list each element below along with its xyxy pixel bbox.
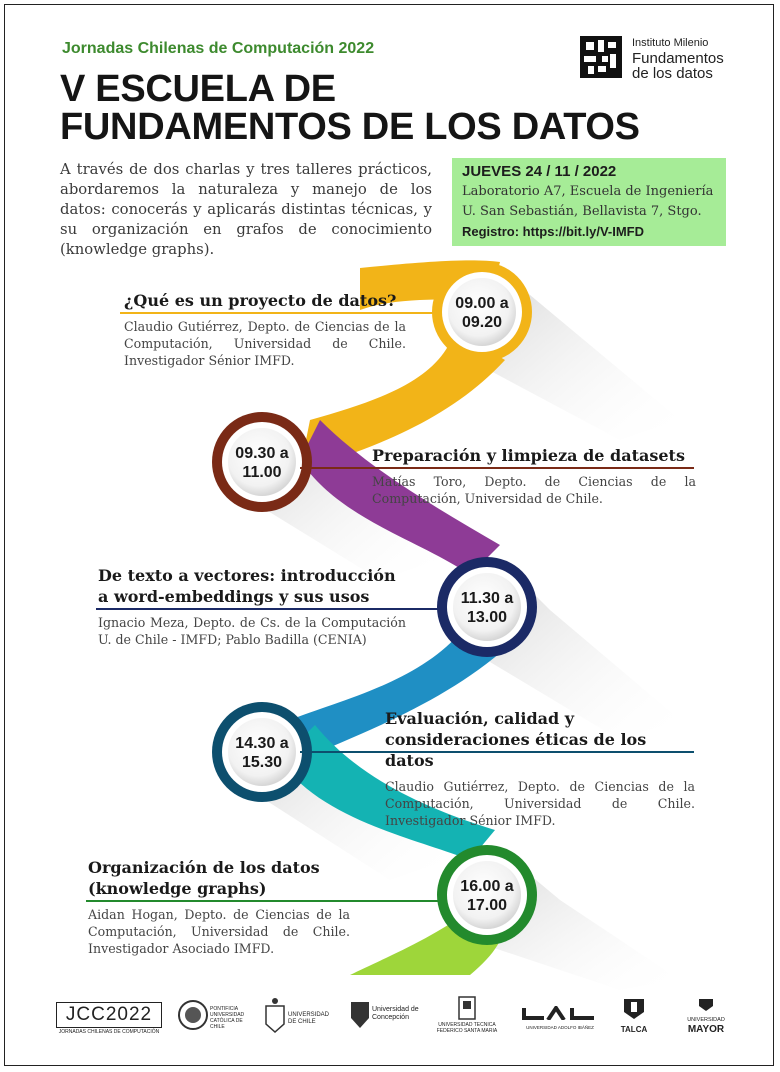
event-date: JUEVES 24 / 11 / 2022 [462, 163, 617, 180]
session-2-speaker: Matías Toro, Depto. de Ciencias de la Computación, Universidad de Chile. [372, 474, 696, 506]
time-4-start: 14.30 a [235, 735, 289, 752]
event-place-line-2: U. San Sebastián, Bellavista 7, Stgo. [462, 204, 702, 219]
session-1-speaker: Claudio Gutiérrez, Depto. de Ciencias de la Computación, Universidad de Chile. Investigador Sénior IMFD. [124, 319, 406, 368]
session-4 [385, 708, 695, 829]
session-5-title-2: (knowledge graphs) [88, 879, 267, 898]
registration-link[interactable]: Registro: https://bit.ly/V-IMFD [462, 224, 644, 239]
time-2-start: 09.30 a [235, 445, 289, 462]
talca-logo [616, 998, 652, 1035]
time-1-start: 09.00 a [455, 295, 509, 312]
puc-shield-icon [178, 996, 208, 1034]
usm-logo-text: UNIVERSIDAD TECNICA FEDERICO SANTA MARIA [436, 1022, 498, 1034]
time-label-4 [217, 734, 307, 772]
title-line-1: V ESCUELA DE [60, 68, 336, 110]
time-3-start: 11.30 a [460, 590, 514, 607]
time-5-start: 16.00 a [460, 878, 514, 895]
session-3-speaker: Ignacio Meza, Depto. de Cs. de la Computación U. de Chile - IMFD; Pablo Badilla (CENIA) [98, 615, 406, 647]
uchile-logo-text: UNIVERSIDAD DE CHILE [288, 1012, 330, 1025]
session-2 [372, 445, 696, 507]
time-5-end: 17.00 [466, 897, 508, 914]
session-4-title-1: Evaluación, calidad y [385, 709, 575, 728]
talca-logo-text: TALCA [620, 1025, 648, 1034]
event-kicker: Jornadas Chilenas de Computación 2022 [62, 40, 375, 57]
time-2-end: 11.00 [242, 464, 282, 481]
jcc-logo-text: JCC2022 [56, 1002, 162, 1028]
session-5-speaker: Aidan Hogan, Depto. de Ciencias de la Computación, Universidad de Chile. Investigador Asociado IMFD. [88, 907, 350, 956]
umayor-logo-text: MAYOR [687, 1024, 725, 1035]
umayor-shield-icon [698, 998, 714, 1012]
session-5-title-1: Organización de los datos [88, 858, 320, 877]
uai-logo [520, 1006, 600, 1031]
talca-crest-icon [622, 998, 646, 1020]
time-3-end: 13.00 [466, 609, 508, 626]
session-1-title: ¿Qué es un proyecto de datos? [124, 291, 397, 310]
time-4-end: 15.30 [241, 754, 283, 771]
umayor-logo [680, 998, 732, 1035]
usm-crest-icon [458, 996, 476, 1020]
umayor-logo-top: UNIVERSIDAD [687, 1017, 725, 1023]
uai-wordmark-icon [522, 1006, 598, 1020]
session-2-title: Preparación y limpieza de datasets [372, 446, 685, 465]
udec-logo-text: Universidad de Concepción [372, 1006, 419, 1021]
session-4-speaker: Claudio Gutiérrez, Depto. de Ciencias de la Computación, Universidad de Chile. Investigador Sénior IMFD. [385, 779, 695, 828]
time-label-5 [442, 877, 532, 915]
time-1-end: 09.20 [461, 314, 503, 331]
uchile-crest-icon [264, 996, 286, 1034]
session-5 [88, 857, 350, 957]
logo-line-2: Fundamentos [632, 50, 724, 67]
time-label-1 [437, 294, 527, 332]
puc-logo-text: PONTIFICIA UNIVERSIDAD CATÓLICA DE CHILE [210, 1006, 245, 1030]
time-label-3 [442, 589, 532, 627]
sponsor-logos [50, 992, 740, 1042]
logo-line-3: de los datos [632, 65, 713, 82]
logo-line-1: Instituto Milenio [632, 37, 709, 49]
jcc-logo [56, 1002, 162, 1036]
session-1 [124, 290, 406, 369]
uai-logo-text: UNIVERSIDAD ADOLFO IBÁÑEZ [526, 1025, 594, 1030]
session-3-title-2: a word-embeddings y sus usos [98, 587, 370, 606]
udec-shield-icon [350, 1000, 370, 1030]
intro-paragraph: A través de dos charlas y tres talleres prácticos, abordaremos la naturaleza y manejo de los datos: conocerás y aplicarás distintas técnicas, y su organización en grafos de conocimiento (knowledge graphs). [60, 161, 432, 258]
jcc-logo-sub: JORNADAS CHILENAS DE COMPUTACIÓN [58, 1029, 160, 1035]
session-4-title-2: consideraciones éticas de los datos [385, 730, 647, 770]
session-3-title-1: De texto a vectores: introducción [98, 566, 396, 585]
event-place-line-1: Laboratorio A7, Escuela de Ingeniería [462, 184, 714, 199]
title-line-2: FUNDAMENTOS DE LOS DATOS [60, 106, 640, 148]
time-label-2 [217, 444, 307, 482]
session-3 [98, 565, 406, 648]
